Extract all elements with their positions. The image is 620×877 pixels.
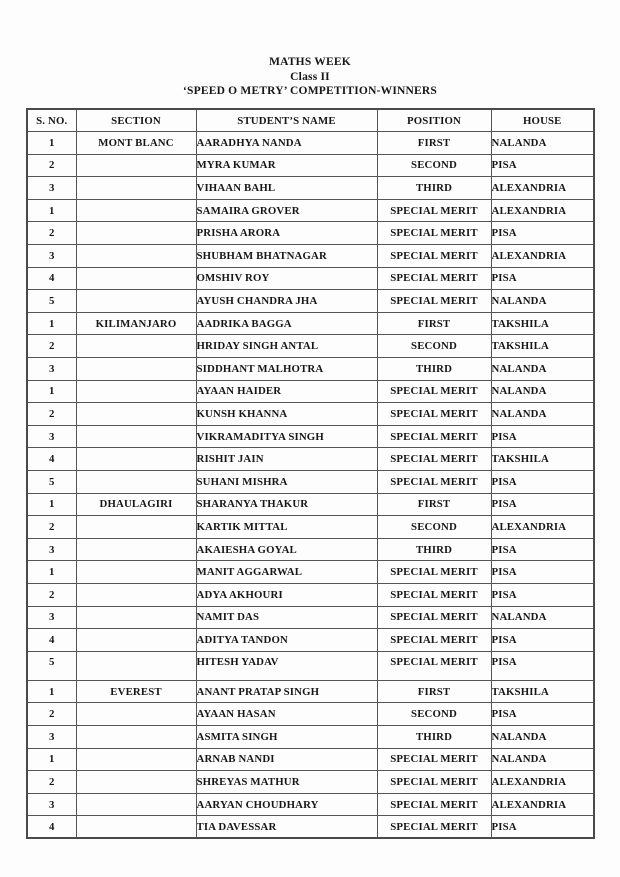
table-row (27, 312, 594, 335)
cell-sno: 3 (27, 793, 76, 816)
column-header-student-name: STUDENT’S NAME (196, 109, 377, 132)
cell-sno: 5 (27, 471, 76, 494)
cell-house: PISA (491, 471, 594, 494)
title-line-competition: ‘SPEED O METRY’ COMPETITION-WINNERS (183, 85, 437, 97)
cell-section (76, 267, 196, 290)
cell-house: ALEXANDRIA (491, 177, 594, 200)
cell-position: SPECIAL MERIT (377, 448, 491, 471)
table-row (27, 358, 594, 381)
cell-section (76, 335, 196, 358)
cell-sno: 4 (27, 816, 76, 839)
table-row (27, 448, 594, 471)
cell-house: ALEXANDRIA (491, 199, 594, 222)
cell-student-name: ARNAB NANDI (196, 748, 377, 771)
cell-student-name: SHARANYA THAKUR (196, 493, 377, 516)
cell-student-name: ANANT PRATAP SINGH (196, 680, 377, 703)
cell-section: EVEREST (76, 680, 196, 703)
cell-house: PISA (491, 222, 594, 245)
cell-section (76, 606, 196, 629)
table-row (27, 380, 594, 403)
cell-section (76, 771, 196, 794)
cell-position: SPECIAL MERIT (377, 816, 491, 839)
cell-house: NALANDA (491, 748, 594, 771)
cell-section (76, 358, 196, 381)
cell-sno: 3 (27, 725, 76, 748)
cell-section (76, 448, 196, 471)
table-row (27, 403, 594, 426)
cell-position: SPECIAL MERIT (377, 606, 491, 629)
cell-section (76, 703, 196, 726)
cell-position: SPECIAL MERIT (377, 380, 491, 403)
cell-student-name: PRISHA ARORA (196, 222, 377, 245)
cell-student-name: AYAAN HASAN (196, 703, 377, 726)
cell-position: SPECIAL MERIT (377, 403, 491, 426)
cell-student-name: SUHANI MISHRA (196, 471, 377, 494)
cell-position: FIRST (377, 132, 491, 155)
table-row (27, 771, 594, 794)
cell-section (76, 725, 196, 748)
cell-sno: 2 (27, 516, 76, 539)
winners-table-header (27, 109, 594, 132)
cell-house: TAKSHILA (491, 680, 594, 703)
cell-house: PISA (491, 538, 594, 561)
cell-house: PISA (491, 583, 594, 606)
cell-position: THIRD (377, 177, 491, 200)
cell-house: ALEXANDRIA (491, 771, 594, 794)
cell-section (76, 290, 196, 313)
cell-position: SPECIAL MERIT (377, 222, 491, 245)
table-row (27, 516, 594, 539)
cell-house: NALANDA (491, 380, 594, 403)
cell-student-name: TIA DAVESSAR (196, 816, 377, 839)
cell-position: SPECIAL MERIT (377, 471, 491, 494)
cell-student-name: SAMAIRA GROVER (196, 199, 377, 222)
cell-student-name: AARADHYA NANDA (196, 132, 377, 155)
document-title-block (0, 55, 620, 99)
cell-student-name: AYAAN HAIDER (196, 380, 377, 403)
cell-section (76, 583, 196, 606)
cell-position: FIRST (377, 680, 491, 703)
cell-section (76, 471, 196, 494)
cell-position: SPECIAL MERIT (377, 561, 491, 584)
cell-house: ALEXANDRIA (491, 516, 594, 539)
cell-student-name: MANIT AGGARWAL (196, 561, 377, 584)
cell-sno: 1 (27, 561, 76, 584)
cell-student-name: SIDDHANT MALHOTRA (196, 358, 377, 381)
cell-house: PISA (491, 703, 594, 726)
table-row (27, 267, 594, 290)
cell-student-name: ADYA AKHOURI (196, 583, 377, 606)
cell-house: NALANDA (491, 290, 594, 313)
cell-position: SPECIAL MERIT (377, 425, 491, 448)
cell-house: PISA (491, 629, 594, 652)
cell-position: SECOND (377, 335, 491, 358)
table-row (27, 471, 594, 494)
title-line-class: Class II (290, 70, 330, 83)
cell-student-name: SHUBHAM BHATNAGAR (196, 245, 377, 268)
cell-student-name: MYRA KUMAR (196, 154, 377, 177)
table-row (27, 703, 594, 726)
cell-student-name: AADRIKA BAGGA (196, 312, 377, 335)
cell-sno: 1 (27, 493, 76, 516)
cell-sno: 2 (27, 583, 76, 606)
cell-sno: 3 (27, 358, 76, 381)
table-row (27, 425, 594, 448)
cell-section (76, 629, 196, 652)
table-row (27, 748, 594, 771)
table-row (27, 493, 594, 516)
cell-house: TAKSHILA (491, 312, 594, 335)
cell-sno: 2 (27, 335, 76, 358)
cell-house: PISA (491, 154, 594, 177)
table-row (27, 199, 594, 222)
cell-section (76, 516, 196, 539)
cell-section (76, 816, 196, 839)
cell-position: SPECIAL MERIT (377, 771, 491, 794)
cell-sno: 1 (27, 132, 76, 155)
cell-sno: 3 (27, 177, 76, 200)
cell-section (76, 538, 196, 561)
cell-student-name: ADITYA TANDON (196, 629, 377, 652)
table-row (27, 816, 594, 839)
cell-sno: 2 (27, 154, 76, 177)
cell-student-name: NAMIT DAS (196, 606, 377, 629)
cell-sno: 2 (27, 703, 76, 726)
cell-house: PISA (491, 561, 594, 584)
cell-sno: 4 (27, 448, 76, 471)
cell-sno: 2 (27, 771, 76, 794)
cell-student-name: KUNSH KHANNA (196, 403, 377, 426)
cell-house: NALANDA (491, 358, 594, 381)
cell-position: FIRST (377, 312, 491, 335)
cell-sno: 1 (27, 680, 76, 703)
cell-section (76, 793, 196, 816)
cell-student-name: AYUSH CHANDRA JHA (196, 290, 377, 313)
column-header-position: POSITION (377, 109, 491, 132)
cell-position: SPECIAL MERIT (377, 629, 491, 652)
table-row (27, 606, 594, 629)
cell-house: NALANDA (491, 403, 594, 426)
cell-house: NALANDA (491, 132, 594, 155)
cell-position: SPECIAL MERIT (377, 245, 491, 268)
cell-section (76, 403, 196, 426)
cell-house: NALANDA (491, 606, 594, 629)
cell-sno: 3 (27, 245, 76, 268)
cell-position: THIRD (377, 538, 491, 561)
cell-sno: 2 (27, 222, 76, 245)
cell-position: THIRD (377, 358, 491, 381)
title-line-event: MATHS WEEK (269, 56, 351, 68)
cell-position: THIRD (377, 725, 491, 748)
cell-section (76, 154, 196, 177)
cell-position: SECOND (377, 703, 491, 726)
cell-section (76, 222, 196, 245)
table-row (27, 335, 594, 358)
table-row (27, 680, 594, 703)
cell-section (76, 651, 196, 680)
cell-house: ALEXANDRIA (491, 245, 594, 268)
cell-house: PISA (491, 267, 594, 290)
table-row (27, 583, 594, 606)
cell-sno: 5 (27, 290, 76, 313)
table-row (27, 629, 594, 652)
cell-section (76, 199, 196, 222)
cell-student-name: VIKRAMADITYA SINGH (196, 425, 377, 448)
cell-sno: 3 (27, 538, 76, 561)
cell-house: ALEXANDRIA (491, 793, 594, 816)
cell-sno: 2 (27, 403, 76, 426)
cell-section (76, 748, 196, 771)
cell-section (76, 177, 196, 200)
winners-table-body (27, 132, 594, 839)
column-header-sno: S. NO. (27, 109, 76, 132)
cell-student-name: RISHIT JAIN (196, 448, 377, 471)
cell-position: SPECIAL MERIT (377, 793, 491, 816)
cell-house: PISA (491, 425, 594, 448)
cell-sno: 1 (27, 312, 76, 335)
cell-position: SPECIAL MERIT (377, 651, 491, 680)
cell-position: SECOND (377, 154, 491, 177)
cell-sno: 5 (27, 651, 76, 680)
cell-sno: 1 (27, 380, 76, 403)
cell-sno: 3 (27, 425, 76, 448)
table-row (27, 561, 594, 584)
cell-section (76, 561, 196, 584)
table-row (27, 222, 594, 245)
header-row (27, 109, 594, 132)
cell-section: KILIMANJARO (76, 312, 196, 335)
cell-position: SPECIAL MERIT (377, 199, 491, 222)
cell-student-name: KARTIK MITTAL (196, 516, 377, 539)
table-row (27, 290, 594, 313)
cell-student-name: AARYAN CHOUDHARY (196, 793, 377, 816)
cell-student-name: VIHAAN BAHL (196, 177, 377, 200)
cell-position: FIRST (377, 493, 491, 516)
cell-position: SPECIAL MERIT (377, 267, 491, 290)
table-row (27, 793, 594, 816)
cell-position: SECOND (377, 516, 491, 539)
cell-student-name: AKAIESHA GOYAL (196, 538, 377, 561)
column-header-section: SECTION (76, 109, 196, 132)
cell-house: PISA (491, 651, 594, 680)
cell-section: DHAULAGIRI (76, 493, 196, 516)
winners-table (26, 108, 595, 839)
column-header-house: HOUSE (491, 109, 594, 132)
cell-student-name: HRIDAY SINGH ANTAL (196, 335, 377, 358)
cell-section (76, 425, 196, 448)
cell-house: NALANDA (491, 725, 594, 748)
table-row (27, 245, 594, 268)
cell-house: TAKSHILA (491, 335, 594, 358)
cell-section (76, 380, 196, 403)
cell-sno: 3 (27, 606, 76, 629)
table-row (27, 725, 594, 748)
cell-position: SPECIAL MERIT (377, 290, 491, 313)
cell-house: PISA (491, 816, 594, 839)
cell-student-name: ASMITA SINGH (196, 725, 377, 748)
cell-sno: 1 (27, 199, 76, 222)
cell-sno: 4 (27, 267, 76, 290)
cell-house: TAKSHILA (491, 448, 594, 471)
table-row (27, 132, 594, 155)
table-row (27, 651, 594, 680)
cell-house: PISA (491, 493, 594, 516)
cell-student-name: SHREYAS MATHUR (196, 771, 377, 794)
table-row (27, 538, 594, 561)
cell-section (76, 245, 196, 268)
cell-sno: 1 (27, 748, 76, 771)
cell-sno: 4 (27, 629, 76, 652)
cell-student-name: HITESH YADAV (196, 651, 377, 680)
cell-position: SPECIAL MERIT (377, 583, 491, 606)
cell-student-name: OMSHIV ROY (196, 267, 377, 290)
cell-section: MONT BLANC (76, 132, 196, 155)
table-row (27, 154, 594, 177)
table-row (27, 177, 594, 200)
cell-position: SPECIAL MERIT (377, 748, 491, 771)
